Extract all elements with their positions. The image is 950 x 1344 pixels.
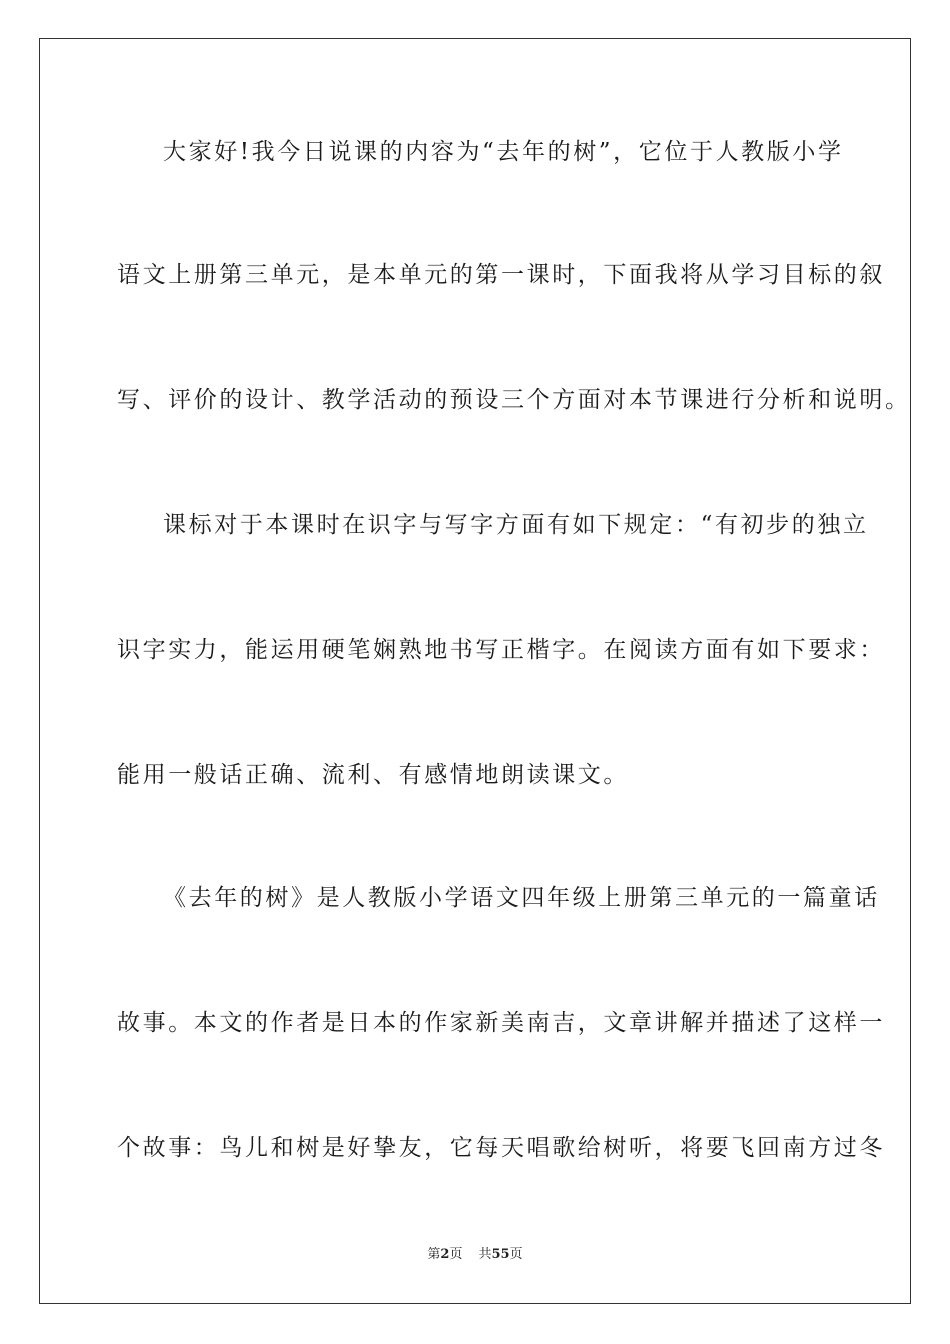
footer-page-suffix: 页 [449,1247,463,1262]
paragraph-3-line-2: 故事。本文的作者是日本的作家新美南吉，文章讲解并描述了这样一 [117,1010,885,1036]
page-frame [39,38,911,1304]
paragraph-3-line-1: 《去年的树》是人教版小学语文四年级上册第三单元的一篇童话 [163,885,880,911]
paragraph-2-line-2: 识字实力，能运用硬笔娴熟地书写正楷字。在阅读方面有如下要求： [117,637,885,663]
footer-total-suffix: 页 [509,1247,523,1262]
footer-total-pages: 55 [491,1247,510,1262]
paragraph-1-line-3: 写、评价的设计、教学活动的预设三个方面对本节课进行分析和说明。 [117,387,911,413]
paragraph-2-line-1: 课标对于本课时在识字与写字方面有如下规定：“有初步的独立 [163,512,869,538]
footer-total-prefix: 共 [478,1247,492,1262]
paragraph-2-line-3: 能用一般话正确、流利、有感情地朗读课文。 [117,762,629,788]
footer-page-prefix: 第 [427,1247,441,1262]
page-footer [0,1246,950,1264]
footer-page-number: 2 [440,1247,450,1262]
paragraph-1-line-1: 大家好!我今日说课的内容为“去年的树”，它位于人教版小学 [163,139,844,165]
paragraph-1-line-2: 语文上册第三单元，是本单元的第一课时，下面我将从学习目标的叙 [117,262,885,288]
paragraph-3-line-3: 个故事：鸟儿和树是好挚友，它每天唱歌给树听，将要飞回南方过冬 [117,1135,885,1161]
